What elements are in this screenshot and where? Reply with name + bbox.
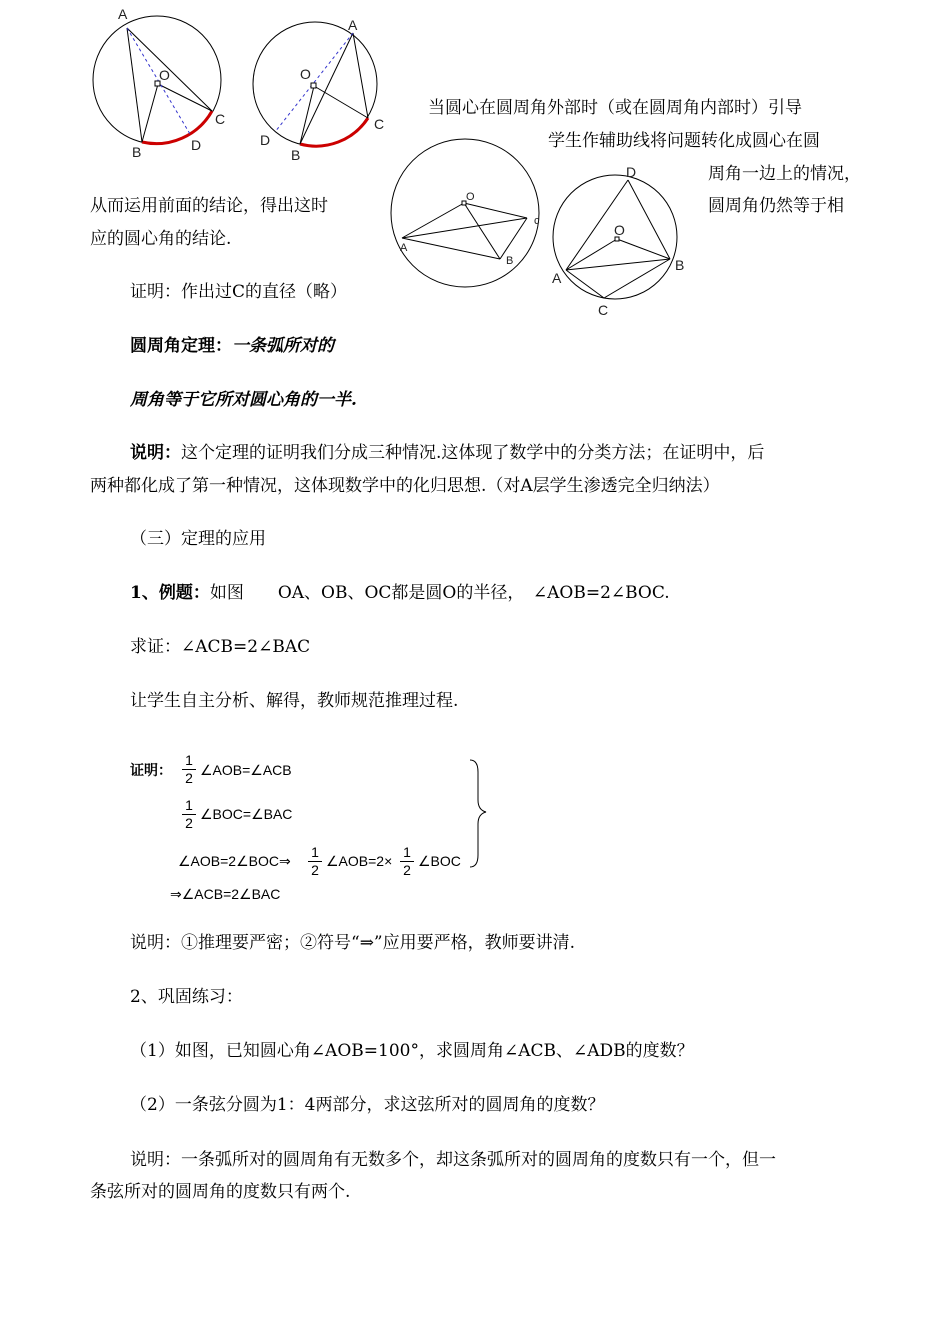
figure-2-inscribed-angle-outside <box>253 17 384 163</box>
theorem-text-1: 一条弧所对的 <box>232 336 334 356</box>
proof-line-3a: ∠AOB=2∠BOC⇒ <box>178 853 291 869</box>
proof-frac-3 <box>308 844 322 878</box>
fig2-label-d: D <box>260 132 271 148</box>
proof-frac-4-den: 2 <box>400 861 414 878</box>
fig4-label-o: O <box>614 222 625 238</box>
fig2-line-ab <box>300 33 353 144</box>
proof-line-1: ∠AOB=∠ACB <box>200 762 292 778</box>
fig1-line-ob <box>142 84 158 142</box>
proof-frac-2-den: 2 <box>182 814 196 831</box>
proof-frac-1 <box>182 752 196 786</box>
fig3-line-ac <box>402 218 527 238</box>
fig4-line-ob <box>617 239 670 259</box>
guide-text: 让学生自主分析、解得，教师规范推理过程. <box>130 691 459 711</box>
fig2-label-b: B <box>291 147 301 163</box>
intro-line-6: 应的圆心角的结论. <box>90 229 232 249</box>
proof-line-3b: ∠AOB=2× <box>326 853 393 869</box>
proof-line-4: ⇒∠ACB=2∠BAC <box>170 886 281 902</box>
explain3-line-2: 条弦所对的圆周角的度数只有两个. <box>90 1182 351 1202</box>
proof-frac-1-num: 1 <box>185 752 193 768</box>
fig3-circle <box>391 139 539 287</box>
intro-line-2: 学生作辅助线将问题转化成圆心在圆 <box>548 131 820 151</box>
fig4-label-d: D <box>626 164 637 180</box>
fig4-line-ac <box>566 270 604 298</box>
proof-line-3c: ∠BOC <box>418 853 461 869</box>
fig3-label-c: c <box>534 215 540 227</box>
theorem-label: 圆周角定理： <box>130 336 232 356</box>
example-label: 1、例题 <box>130 583 193 603</box>
fig2-line-ob <box>300 86 314 144</box>
proof-brace <box>470 760 486 867</box>
figure-3-center-outside <box>391 139 540 287</box>
fig4-label-a: A <box>552 270 562 286</box>
practice-q2: （2）一条弦分圆为1：4两部分，求这弦所对的圆周角的度数？ <box>130 1095 605 1115</box>
prove-statement: 求证：∠ACB=2∠BAC <box>130 637 311 657</box>
fig3-line-oc <box>464 203 527 218</box>
proof-note: 证明：作出过C的直径（略） <box>130 282 348 302</box>
proof-frac-4 <box>400 844 414 878</box>
fig1-label-o: O <box>159 67 170 83</box>
example-line <box>130 583 670 603</box>
fig1-line-oc <box>158 84 212 111</box>
proof-frac-2-num: 1 <box>185 797 193 813</box>
proof-frac-3-den: 2 <box>308 861 322 878</box>
fig4-line-db <box>628 180 670 259</box>
intro-line-3: 周角一边上的情况， <box>708 164 861 184</box>
practice-heading: 2、巩固练习： <box>130 987 243 1007</box>
explain2-text: 说明：①推理要严密；②符号“⇒”应用要严格，教师要讲清. <box>130 933 576 953</box>
fig1-label-b: B <box>132 144 142 160</box>
fig1-label-d: D <box>191 137 202 153</box>
proof-box-label: 证明： <box>130 762 172 778</box>
theorem-line-1 <box>130 336 334 356</box>
fig1-label-a: A <box>118 6 128 22</box>
proof-line-2: ∠BOC=∠BAC <box>200 806 293 822</box>
fig3-line-bc <box>500 218 527 259</box>
proof-frac-4-num: 1 <box>403 844 411 860</box>
fig2-label-c: C <box>374 116 385 132</box>
intro-line-4: 圆周角仍然等于相 <box>708 196 844 216</box>
fig2-line-ac <box>353 33 368 118</box>
fig3-line-ob <box>464 203 500 259</box>
explain1-line-2: 两种都化成了第一种情况，这体现数学中的化归思想.（对A层学生渗透完全归纳法） <box>90 476 720 496</box>
section-3-heading: （三）定理的应用 <box>130 529 266 549</box>
fig1-line-ab <box>127 28 142 142</box>
proof-frac-3-num: 1 <box>311 844 319 860</box>
intro-line-5: 从而运用前面的结论，得出这时 <box>90 196 328 216</box>
figure-1-inscribed-angle-diameter <box>93 6 225 160</box>
explain1-text-1: 这个定理的证明我们分成三种情况.这体现了数学中的分类方法；在证明中，后 <box>181 443 765 463</box>
fig3-label-a: A <box>400 242 408 254</box>
proof-frac-1-den: 2 <box>182 769 196 786</box>
fig4-label-b: B <box>675 257 685 273</box>
explain1-label: 说明： <box>130 443 181 463</box>
fig4-label-c: C <box>598 302 609 318</box>
example-colon: ： <box>192 583 210 603</box>
example-text: 如图 OA、OB、OC都是圆O的半径， ∠AOB=2∠BOC. <box>209 583 670 603</box>
explain1-line-1 <box>130 443 764 463</box>
explain3-line-1: 说明：一条弧所对的圆周角有无数多个，却这条弧所对的圆周角的度数只有一个，但一 <box>130 1150 776 1170</box>
intro-line-1: 当圆心在圆周角外部时（或在圆周角内部时）引导 <box>428 98 802 118</box>
proof-frac-2 <box>182 797 196 831</box>
fig2-label-a: A <box>348 17 358 33</box>
fig3-line-ab <box>402 238 500 259</box>
fig3-label-b: B <box>506 255 514 267</box>
fig2-label-o: O <box>300 66 311 82</box>
fig2-line-oc <box>314 86 368 118</box>
fig1-label-c: C <box>215 111 226 127</box>
fig3-label-o: O <box>466 191 475 203</box>
figure-4-center-inside <box>552 164 684 318</box>
theorem-line-2: 周角等于它所对圆心角的一半. <box>130 390 357 410</box>
fig1-arc <box>142 111 212 144</box>
practice-q1: （1）如图，已知圆心角∠AOB=100°，求圆周角∠ACB、∠ADB的度数？ <box>130 1041 694 1061</box>
fig2-center <box>311 83 316 88</box>
